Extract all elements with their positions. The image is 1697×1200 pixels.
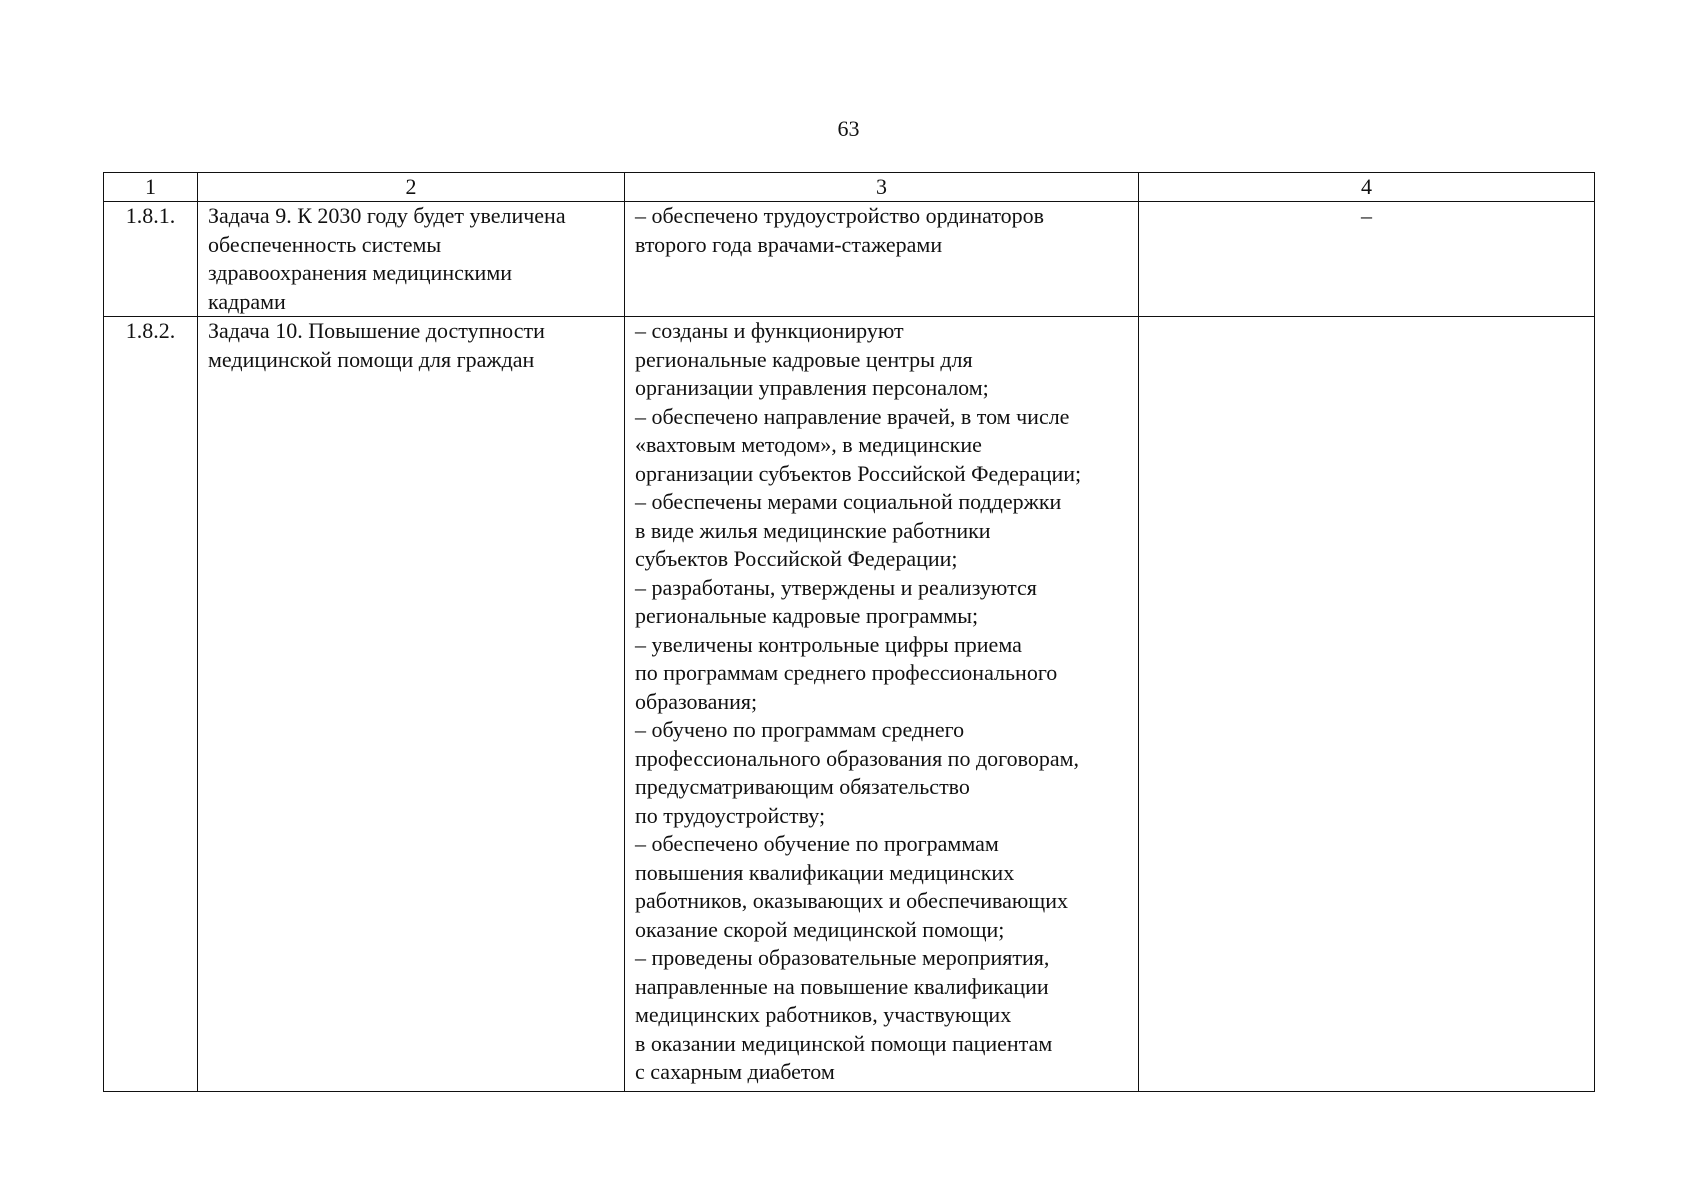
result-line: медицинских работников, участвующих bbox=[635, 1002, 1012, 1027]
result-line: – созданы и функционируют bbox=[635, 318, 904, 343]
task-line: медицинской помощи для граждан bbox=[208, 346, 535, 372]
result-line: работников, оказывающих и обеспечивающих bbox=[635, 888, 1068, 913]
result-line: – проведены образовательные мероприятия, bbox=[635, 945, 1050, 970]
col4-cell bbox=[1139, 317, 1595, 1092]
result-line: – разработаны, утверждены и реализуются bbox=[635, 574, 1037, 600]
result-line: организации субъектов Российской Федерации; bbox=[635, 460, 1082, 486]
col4-cell: – bbox=[1139, 202, 1595, 317]
results-cell bbox=[625, 317, 1139, 1092]
table-row bbox=[104, 202, 1595, 317]
data-table bbox=[103, 172, 1595, 1092]
result-line: по программам среднего профессионального bbox=[635, 660, 1058, 685]
task-line: здравоохранения медицинскими bbox=[208, 260, 513, 285]
result-line: с сахарным диабетом bbox=[635, 1059, 835, 1084]
result-line: – увеличены контрольные цифры приема bbox=[635, 631, 1022, 657]
result-line: в оказании медицинской помощи пациентам bbox=[635, 1030, 1053, 1056]
result-line: – обучено по программам среднего bbox=[635, 717, 965, 742]
task-line: обеспеченность системы bbox=[208, 231, 442, 257]
result-line: образования; bbox=[635, 688, 758, 714]
task-cell bbox=[198, 317, 625, 1092]
result-line: субъектов Российской Федерации; bbox=[635, 546, 958, 571]
row-number: 1.8.2. bbox=[104, 317, 198, 1092]
result-line: «вахтовым методом», в медицинские bbox=[635, 432, 982, 457]
result-line: региональные кадровые центры для bbox=[635, 346, 973, 372]
result-line: организации управления персоналом; bbox=[635, 375, 989, 400]
result-line: региональные кадровые программы; bbox=[635, 603, 979, 628]
result-line: – обеспечено обучение по программам bbox=[635, 831, 999, 856]
task-line: Задача 9. К 2030 году будет увеличена bbox=[208, 203, 566, 228]
result-line: в виде жилья медицинские работники bbox=[635, 517, 991, 543]
table-header bbox=[104, 173, 1595, 202]
result-line: повышения квалификации медицинских bbox=[635, 859, 1015, 885]
task-cell bbox=[198, 202, 625, 317]
page-number: 63 bbox=[837, 116, 860, 141]
row-number: 1.8.1. bbox=[104, 202, 198, 317]
task-line: кадрами bbox=[208, 288, 286, 314]
result-line: – обеспечено направление врачей, в том числе bbox=[635, 403, 1070, 429]
header-col-3: 3 bbox=[625, 173, 1139, 202]
result-line: предусматривающим обязательство bbox=[635, 774, 970, 799]
result-line: второго года врачами-стажерами bbox=[635, 231, 943, 257]
header-col-2: 2 bbox=[198, 173, 625, 202]
result-line: – обеспечены мерами социальной поддержки bbox=[635, 489, 1062, 514]
result-line: – обеспечено трудоустройство ординаторов bbox=[635, 203, 1045, 228]
header-row bbox=[104, 173, 1595, 202]
table-body bbox=[104, 202, 1595, 1092]
header-col-4: 4 bbox=[1139, 173, 1595, 202]
result-line: по трудоустройству; bbox=[635, 802, 826, 828]
result-line: профессионального образования по договорам, bbox=[635, 745, 1080, 771]
task-line: Задача 10. Повышение доступности bbox=[208, 318, 545, 343]
result-line: оказание скорой медицинской помощи; bbox=[635, 916, 1005, 942]
results-cell bbox=[625, 202, 1139, 317]
header-col-1: 1 bbox=[104, 173, 198, 202]
table-row bbox=[104, 317, 1595, 1092]
result-line: направленные на повышение квалификации bbox=[635, 973, 1049, 999]
